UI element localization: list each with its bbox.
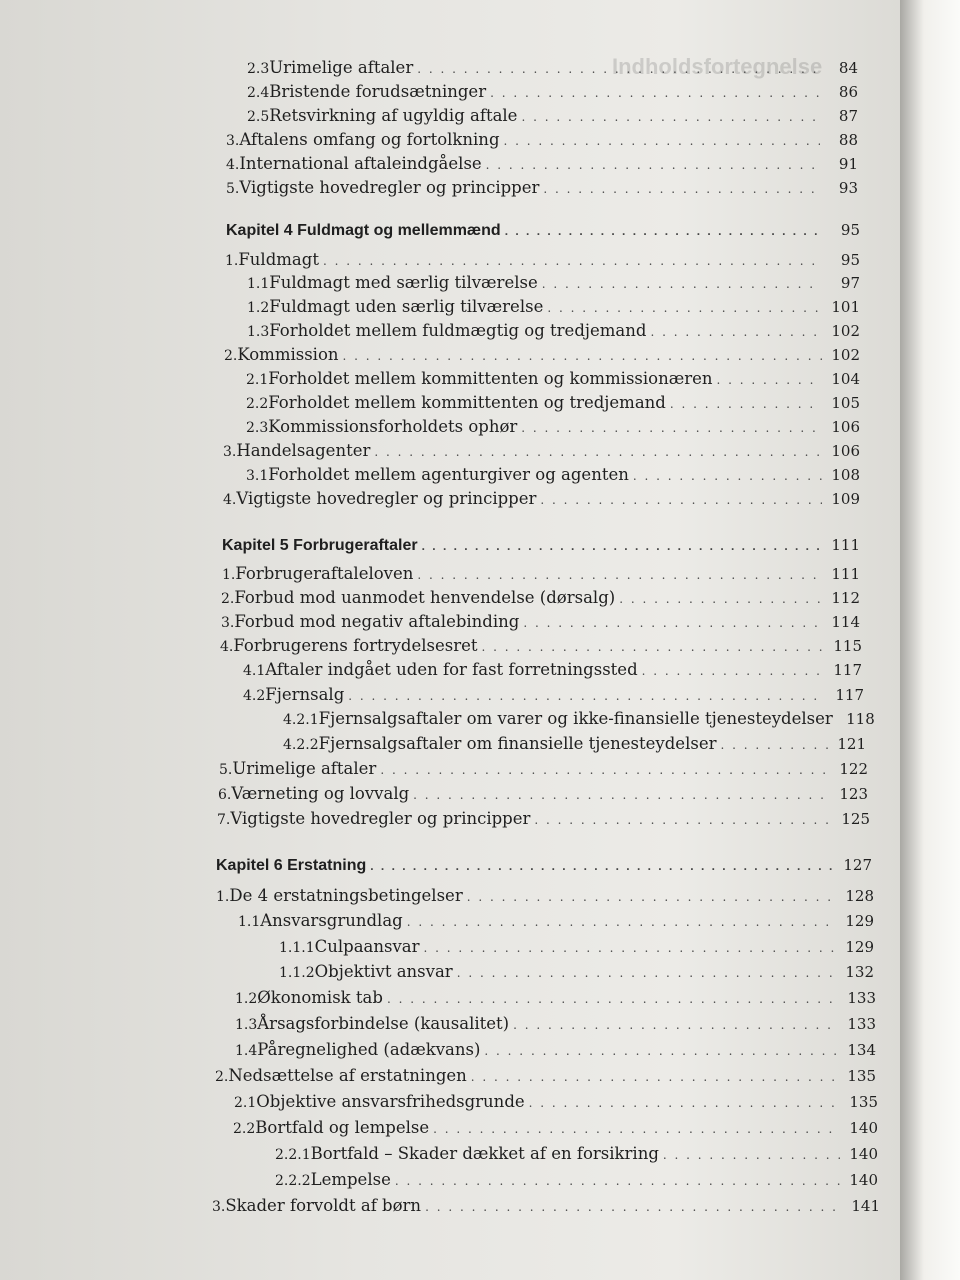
section-title: Aftaler indgået uden for fast forretningssted bbox=[265, 660, 638, 679]
page-number: 129 bbox=[845, 938, 874, 956]
toc-entry bbox=[212, 1196, 880, 1215]
section-number: 1.1.1 bbox=[279, 940, 315, 956]
section-title: Forbud mod uanmodet henvendelse (dørsalg) bbox=[234, 588, 616, 607]
page-number: 102 bbox=[831, 322, 860, 340]
section-title: Lempelse bbox=[310, 1170, 391, 1189]
page-number: 91 bbox=[838, 155, 858, 173]
page-number: 128 bbox=[845, 887, 874, 905]
chapter-title: Kapitel 5 Forbrugeraftaler bbox=[222, 537, 418, 554]
section-number: 4.2.2 bbox=[283, 737, 319, 753]
toc-entry bbox=[233, 1118, 878, 1137]
toc-entry bbox=[217, 809, 870, 828]
toc-entry bbox=[226, 130, 858, 149]
section-number: 1.1 bbox=[238, 914, 261, 930]
section-number: 5. bbox=[226, 181, 240, 197]
leader-dots bbox=[521, 110, 820, 124]
page-number: 132 bbox=[845, 963, 874, 981]
page-number: 140 bbox=[849, 1171, 878, 1189]
section-title: Forholdet mellem kommittenten og tredjemand bbox=[268, 393, 666, 412]
section-number: 2.2 bbox=[233, 1121, 256, 1137]
page-number: 140 bbox=[849, 1145, 878, 1163]
leader-dots bbox=[490, 86, 820, 100]
section-title: Culpaansvar bbox=[314, 937, 420, 956]
section-title: Objektive ansvarsfrihedsgrunde bbox=[256, 1092, 525, 1111]
page-number: 140 bbox=[849, 1119, 878, 1137]
section-number: 2. bbox=[215, 1069, 229, 1085]
section-title: Kommission bbox=[237, 345, 339, 364]
page-number: 97 bbox=[840, 274, 860, 292]
page-number: 125 bbox=[841, 810, 870, 828]
page-number: 117 bbox=[833, 661, 862, 679]
section-title: Fuldmagt med særlig tilværelse bbox=[269, 273, 538, 292]
section-title: Fuldmagt uden særlig tilværelse bbox=[269, 297, 544, 316]
section-title: International aftaleindgåelse bbox=[239, 154, 482, 173]
page-number: 109 bbox=[831, 490, 860, 508]
toc-entry bbox=[216, 886, 874, 905]
section-title: Økonomisk tab bbox=[257, 988, 383, 1007]
page-number: 88 bbox=[838, 131, 858, 149]
toc-entry bbox=[246, 417, 860, 436]
leader-dots bbox=[370, 859, 834, 873]
toc-entry bbox=[246, 369, 860, 388]
toc-entry bbox=[222, 564, 860, 583]
section-title: De 4 erstatningsbetingelser bbox=[229, 886, 463, 905]
toc-entry bbox=[225, 250, 860, 269]
toc-entry bbox=[221, 612, 860, 631]
toc-entry bbox=[247, 58, 858, 77]
section-title: Urimelige aftaler bbox=[232, 759, 377, 778]
toc-entry bbox=[247, 273, 860, 292]
leader-dots bbox=[521, 421, 822, 435]
leader-dots bbox=[467, 890, 836, 904]
leader-dots bbox=[407, 915, 836, 929]
section-number: 2.2.2 bbox=[275, 1173, 311, 1189]
chapter-heading bbox=[222, 536, 860, 555]
page-number: 114 bbox=[831, 613, 860, 631]
leader-dots bbox=[425, 1200, 842, 1214]
section-number: 2.1 bbox=[234, 1095, 257, 1111]
section-number: 3. bbox=[223, 444, 237, 460]
leader-dots bbox=[513, 1018, 838, 1032]
page-number: 121 bbox=[837, 735, 866, 753]
section-title: Forholdet mellem kommittenten og kommissionæren bbox=[268, 369, 713, 388]
leader-dots bbox=[417, 568, 822, 582]
leader-dots bbox=[540, 493, 822, 507]
toc-entry bbox=[223, 489, 860, 508]
page-number: 93 bbox=[838, 179, 858, 197]
section-title: Påregnelighed (adækvans) bbox=[257, 1040, 481, 1059]
section-number: 4. bbox=[226, 157, 240, 173]
leader-dots bbox=[323, 254, 822, 268]
section-title: Forholdet mellem fuldmægtig og tredjemand bbox=[269, 321, 647, 340]
section-title: Vigtigste hovedregler og principper bbox=[236, 489, 537, 508]
section-title: Forbrugeraftaleloven bbox=[235, 564, 414, 583]
page-number: 134 bbox=[847, 1041, 876, 1059]
section-number: 1.2 bbox=[247, 300, 270, 316]
chapter-heading bbox=[216, 856, 872, 875]
leader-dots bbox=[422, 539, 822, 553]
page-number: 133 bbox=[847, 1015, 876, 1033]
leader-dots bbox=[413, 788, 830, 802]
toc-entry bbox=[218, 784, 868, 803]
section-title: Nedsættelse af erstatningen bbox=[228, 1066, 467, 1085]
leader-dots bbox=[642, 664, 824, 678]
page-number: 127 bbox=[843, 856, 872, 874]
toc-entry bbox=[221, 588, 860, 607]
section-number: 1. bbox=[216, 889, 230, 905]
leader-dots bbox=[523, 616, 822, 630]
leader-dots bbox=[380, 763, 830, 777]
section-number: 3. bbox=[212, 1199, 226, 1215]
page-number: 135 bbox=[847, 1067, 876, 1085]
section-number: 2.2.1 bbox=[275, 1147, 311, 1163]
section-title: Objektivt ansvar bbox=[314, 962, 453, 981]
section-title: Forbrugerens fortrydelsesret bbox=[233, 636, 478, 655]
section-number: 4.1 bbox=[243, 663, 266, 679]
toc-entry bbox=[234, 1092, 878, 1111]
section-number: 2.2 bbox=[246, 396, 269, 412]
section-number: 2. bbox=[221, 591, 235, 607]
section-number: 2. bbox=[224, 348, 238, 364]
section-title: Årsagsforbindelse (kausalitet) bbox=[257, 1014, 510, 1033]
opposite-page-edge bbox=[900, 0, 960, 1280]
page-number: 95 bbox=[840, 251, 860, 269]
section-title: Ansvarsgrundlag bbox=[260, 911, 403, 930]
toc-entry bbox=[243, 660, 862, 679]
page-number: 133 bbox=[847, 989, 876, 1007]
section-number: 1.3 bbox=[235, 1017, 258, 1033]
section-title: Fuldmagt bbox=[238, 250, 319, 269]
section-title: Bortfald – Skader dækket af en forsikring bbox=[310, 1144, 659, 1163]
section-title: Aftalens omfang og fortolkning bbox=[239, 130, 500, 149]
toc-entry bbox=[246, 393, 860, 412]
page-number: 87 bbox=[838, 107, 858, 125]
leader-dots bbox=[720, 738, 828, 752]
leader-dots bbox=[481, 640, 824, 654]
page-number: 111 bbox=[831, 565, 860, 583]
toc-entry bbox=[283, 709, 875, 728]
toc-entry bbox=[238, 911, 874, 930]
leader-dots bbox=[534, 813, 832, 827]
section-title: Fjernsalgsaftaler om varer og ikke-finansielle tjenesteydelser bbox=[318, 709, 833, 728]
toc-entry bbox=[279, 937, 874, 956]
section-title: Bristende forudsætninger bbox=[269, 82, 487, 101]
section-number: 2.3 bbox=[246, 420, 269, 436]
page-number: 115 bbox=[833, 637, 862, 655]
section-number: 4.2.1 bbox=[283, 712, 319, 728]
toc-entry bbox=[275, 1170, 878, 1189]
section-number: 7. bbox=[217, 812, 231, 828]
page-number: 141 bbox=[851, 1197, 880, 1215]
section-number: 2.1 bbox=[246, 372, 269, 388]
section-title: Fjernsalg bbox=[265, 685, 345, 704]
section-number: 3.1 bbox=[246, 468, 269, 484]
page-number: 102 bbox=[831, 346, 860, 364]
page-number: 105 bbox=[831, 394, 860, 412]
section-title: Bortfald og lempelse bbox=[255, 1118, 430, 1137]
leader-dots bbox=[717, 373, 822, 387]
leader-dots bbox=[348, 689, 826, 703]
leader-dots bbox=[633, 469, 822, 483]
page-number: 118 bbox=[846, 710, 875, 728]
section-number: 4.2 bbox=[243, 688, 266, 704]
leader-dots bbox=[529, 1096, 840, 1110]
toc-entry bbox=[220, 636, 862, 655]
page-number: 86 bbox=[838, 83, 858, 101]
leader-dots bbox=[650, 325, 822, 339]
toc-entry bbox=[247, 106, 858, 125]
leader-dots bbox=[670, 397, 822, 411]
leader-dots bbox=[663, 1148, 840, 1162]
toc-entry bbox=[235, 1014, 876, 1033]
leader-dots bbox=[424, 941, 836, 955]
page-number: 129 bbox=[845, 912, 874, 930]
section-title: Handelsagenter bbox=[236, 441, 371, 460]
bleed-through-heading: Indholdsfortegnelse bbox=[612, 54, 823, 79]
section-title: Retsvirkning af ugyldig aftale bbox=[269, 106, 518, 125]
leader-dots bbox=[387, 992, 838, 1006]
section-number: 5. bbox=[219, 762, 233, 778]
section-number: 1.1 bbox=[247, 276, 270, 292]
toc-entry bbox=[247, 82, 858, 101]
toc-entry bbox=[279, 962, 874, 981]
leader-dots bbox=[433, 1122, 840, 1136]
leader-dots bbox=[471, 1070, 838, 1084]
section-title: Værneting og lovvalg bbox=[231, 784, 410, 803]
toc-entry bbox=[219, 759, 868, 778]
toc-entry bbox=[235, 988, 876, 1007]
toc-entry bbox=[235, 1040, 876, 1059]
toc-entry bbox=[283, 734, 866, 753]
page-number: 135 bbox=[849, 1093, 878, 1111]
section-title: Urimelige aftaler bbox=[269, 58, 414, 77]
section-title: Fjernsalgsaftaler om finansielle tjenesteydelser bbox=[318, 734, 717, 753]
toc-entry bbox=[223, 441, 860, 460]
leader-dots bbox=[486, 158, 820, 172]
section-number: 1.4 bbox=[235, 1043, 258, 1059]
leader-dots bbox=[505, 224, 822, 238]
section-title: Vigtigste hovedregler og principper bbox=[239, 178, 540, 197]
toc-entry bbox=[247, 297, 860, 316]
leader-dots bbox=[417, 62, 820, 76]
page-number: 108 bbox=[831, 466, 860, 484]
leader-dots bbox=[395, 1174, 840, 1188]
leader-dots bbox=[619, 592, 822, 606]
section-number: 4. bbox=[223, 492, 237, 508]
leader-dots bbox=[542, 277, 822, 291]
section-number: 2.4 bbox=[247, 85, 270, 101]
page-number: 111 bbox=[831, 536, 860, 554]
section-number: 2.5 bbox=[247, 109, 270, 125]
section-number: 1.3 bbox=[247, 324, 270, 340]
toc-entry bbox=[275, 1144, 878, 1163]
section-title: Forbud mod negativ aftalebinding bbox=[234, 612, 520, 631]
toc-entry bbox=[226, 178, 858, 197]
section-number: 6. bbox=[218, 787, 232, 803]
page-number: 95 bbox=[840, 221, 860, 239]
page-number: 84 bbox=[838, 59, 858, 77]
toc-entry bbox=[247, 321, 860, 340]
page-number: 106 bbox=[831, 442, 860, 460]
leader-dots bbox=[547, 301, 822, 315]
leader-dots bbox=[457, 966, 836, 980]
section-title: Vigtigste hovedregler og principper bbox=[230, 809, 531, 828]
section-number: 1. bbox=[222, 567, 236, 583]
section-number: 4. bbox=[220, 639, 234, 655]
page-number: 101 bbox=[831, 298, 860, 316]
page-number: 122 bbox=[839, 760, 868, 778]
toc-entry bbox=[224, 345, 860, 364]
toc-entry bbox=[226, 154, 858, 173]
page-number: 112 bbox=[831, 589, 860, 607]
leader-dots bbox=[504, 134, 820, 148]
section-title: Kommissionsforholdets ophør bbox=[268, 417, 518, 436]
section-number: 3. bbox=[221, 615, 235, 631]
page-number: 106 bbox=[831, 418, 860, 436]
leader-dots bbox=[484, 1044, 838, 1058]
page-number: 117 bbox=[835, 686, 864, 704]
section-number: 2.3 bbox=[247, 61, 270, 77]
toc-entry bbox=[215, 1066, 876, 1085]
toc-entry bbox=[243, 685, 864, 704]
page-number: 123 bbox=[839, 785, 868, 803]
leader-dots bbox=[374, 445, 822, 459]
leader-dots bbox=[343, 349, 822, 363]
leader-dots bbox=[543, 182, 820, 196]
section-number: 3. bbox=[226, 133, 240, 149]
page-number: 104 bbox=[831, 370, 860, 388]
toc-entry bbox=[246, 465, 860, 484]
chapter-title: Kapitel 4 Fuldmagt og mellemmænd bbox=[226, 222, 501, 239]
chapter-title: Kapitel 6 Erstatning bbox=[216, 857, 367, 874]
section-number: 1. bbox=[225, 253, 239, 269]
section-title: Forholdet mellem agenturgiver og agenten bbox=[268, 465, 629, 484]
section-number: 1.1.2 bbox=[279, 965, 315, 981]
section-title: Skader forvoldt af børn bbox=[225, 1196, 422, 1215]
section-number: 1.2 bbox=[235, 991, 258, 1007]
chapter-heading bbox=[226, 221, 860, 240]
